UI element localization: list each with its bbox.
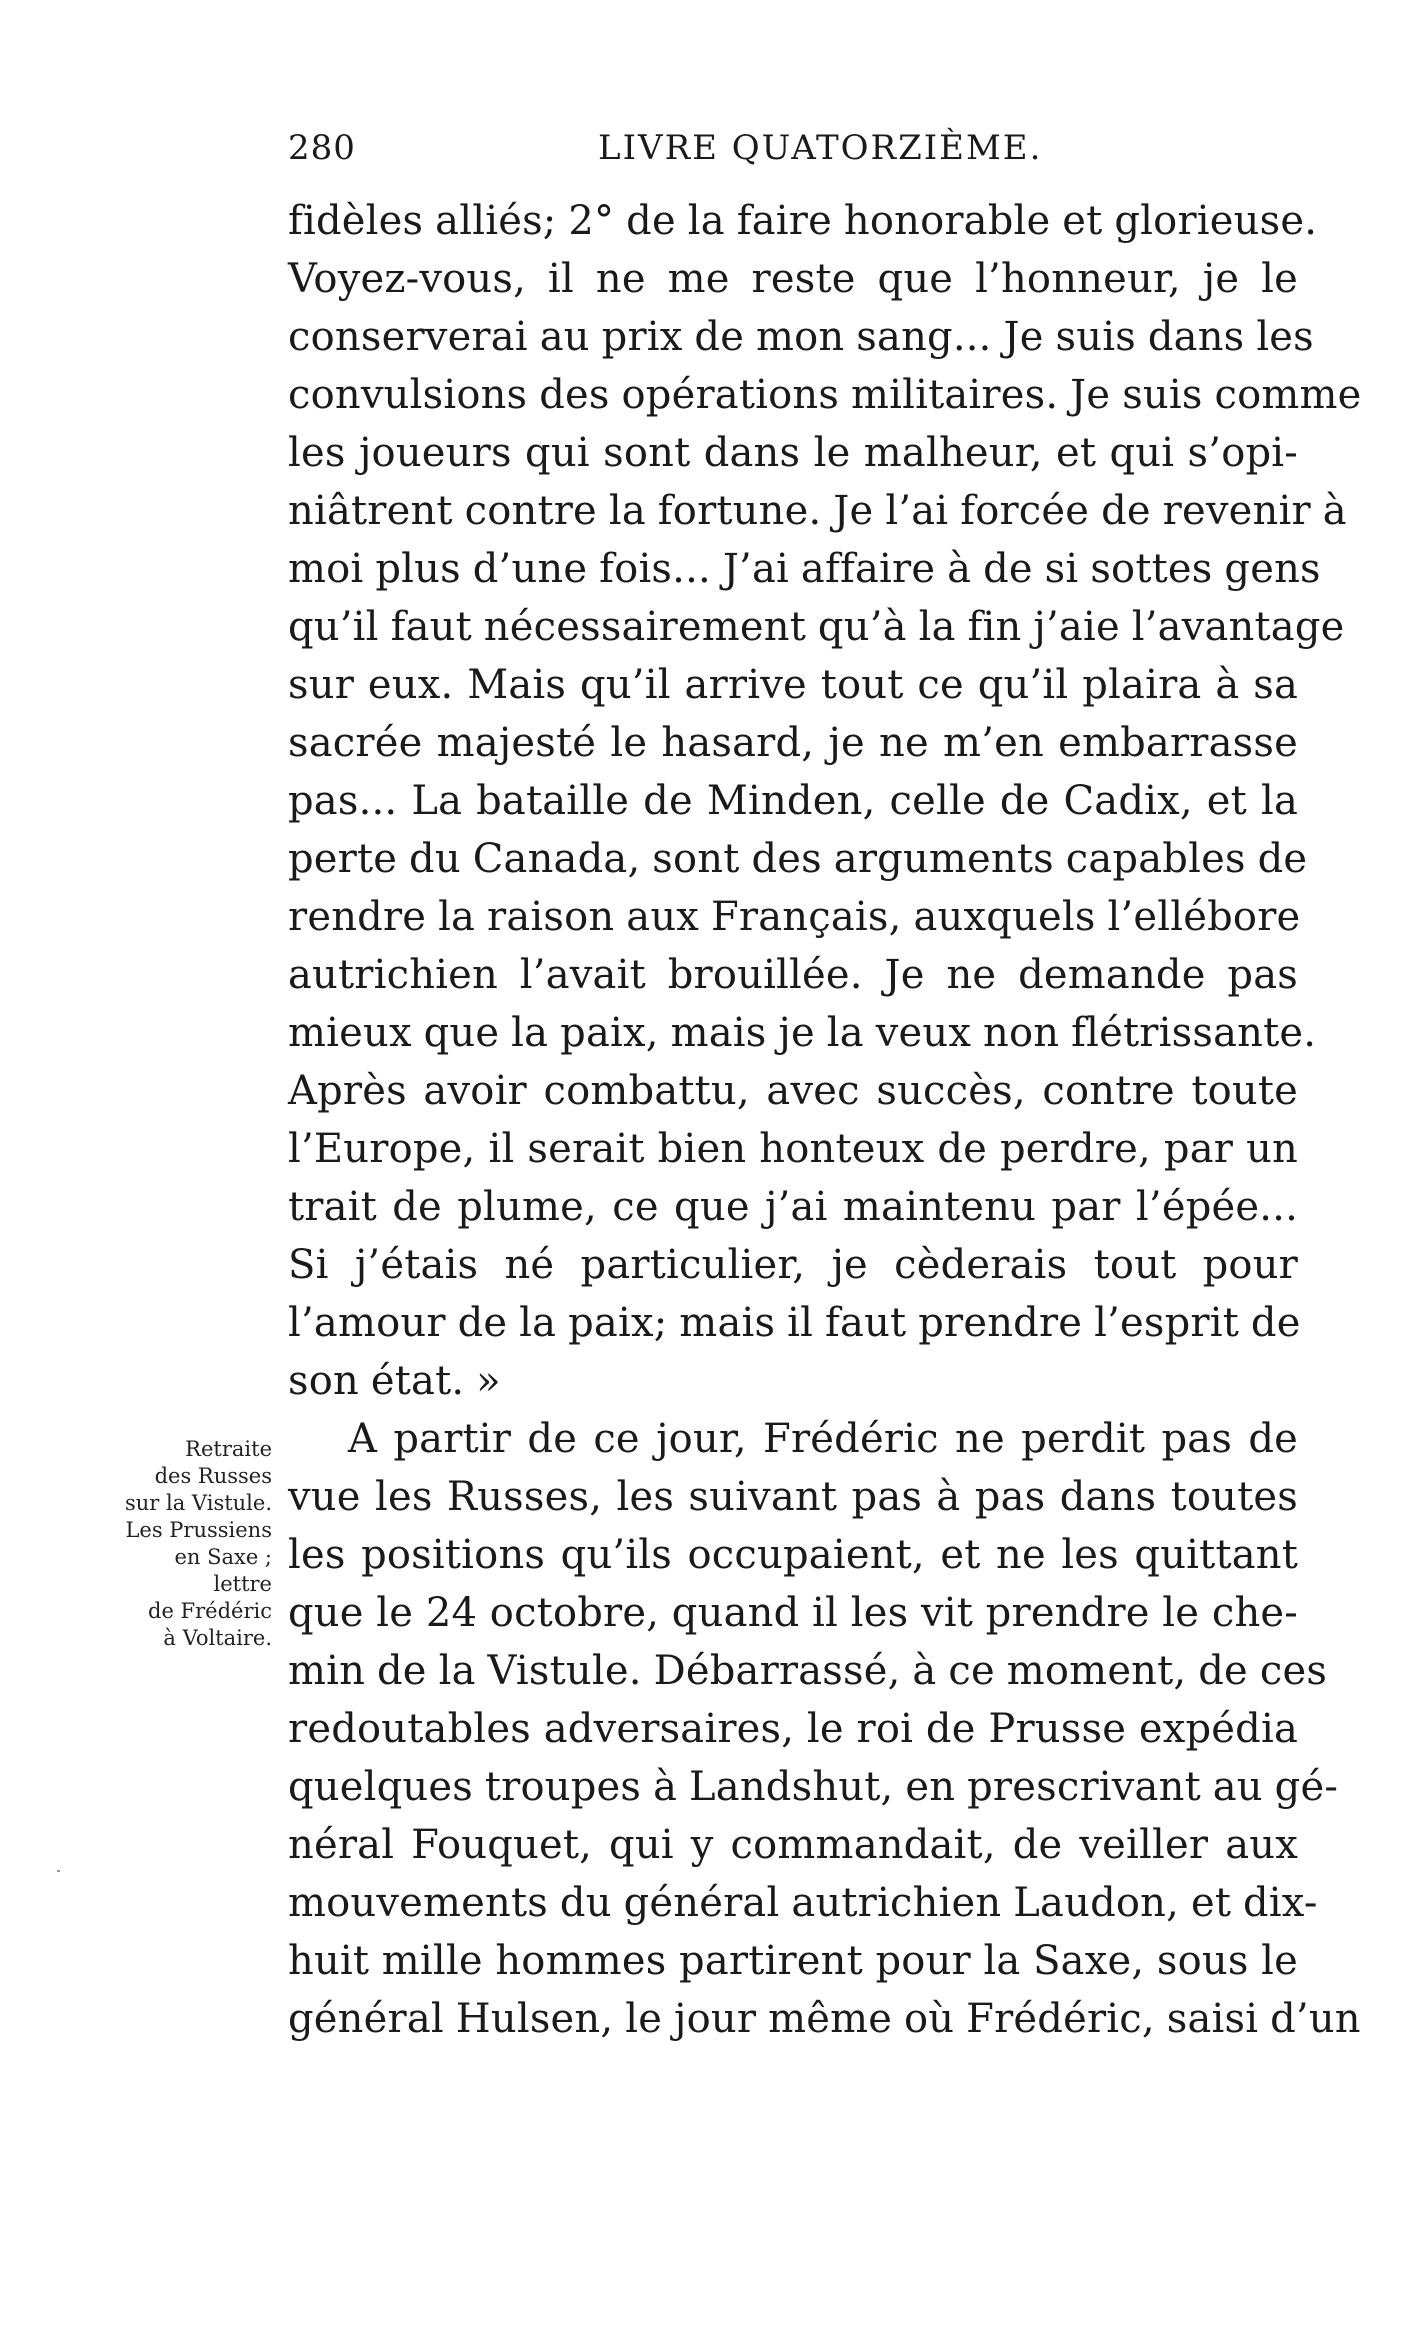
text-line: sacrée majesté le hasard, je ne m’en embarrasse [288,720,1298,766]
text-line: perte du Canada, sont des arguments capables de [288,836,1308,882]
margin-note [100,1436,272,1652]
margin-note-line: sur la Vistule. [125,1491,272,1515]
text-line: quelques troupes à Landshut, en prescrivant au gé- [288,1764,1339,1810]
text-line: A partir de ce jour, Frédéric ne perdit pas de [348,1416,1298,1462]
text-line: mieux que la paix, mais je la veux non flétrissante. [288,1010,1317,1056]
margin-note-line: des Russes [154,1464,272,1488]
page-number: 280 [288,128,356,168]
text-line: conserverai au prix de mon sang... Je suis dans les [288,314,1314,360]
body-text [288,192,1362,2048]
text-line: pas... La bataille de Minden, celle de Cadix, et la [288,778,1298,824]
running-head [288,128,1308,178]
margin-note-line: Les Prussiens [125,1518,272,1542]
text-line: Si j’étais né particulier, je cèderais tout pour [288,1242,1298,1288]
running-title: LIVRE QUATORZIÈME. [598,128,1043,168]
text-line: redoutables adversaires, le roi de Prusse expédia [288,1706,1298,1752]
text-line: huit mille hommes partirent pour la Saxe, sous le [288,1938,1298,1984]
margin-note-line: à Voltaire. [163,1626,272,1650]
text-line: trait de plume, ce que j’ai maintenu par l’épée... [288,1184,1298,1230]
margin-note-line: lettre [213,1572,272,1596]
text-line: rendre la raison aux Français, auxquels l’ellébore [288,894,1301,940]
margin-note-line: Retraite [185,1437,272,1461]
margin-note-line: de Frédéric [148,1599,272,1623]
text-line: min de la Vistule. Débarrassé, à ce moment, de ces [288,1648,1328,1694]
text-line: l’amour de la paix; mais il faut prendre l’esprit de [288,1300,1301,1346]
text-line: sur eux. Mais qu’il arrive tout ce qu’il plaira à sa [288,662,1298,708]
page-speck [57,1870,60,1872]
text-line: vue les Russes, les suivant pas à pas dans toutes [288,1474,1298,1520]
text-line: niâtrent contre la fortune. Je l’ai forcée de revenir à [288,488,1347,534]
text-line: que le 24 octobre, quand il les vit prendre le che- [288,1590,1298,1636]
text-line: convulsions des opérations militaires. Je suis comme [288,372,1362,418]
text-line: mouvements du général autrichien Laudon, et dix- [288,1880,1318,1926]
text-line: fidèles alliés; 2° de la faire honorable et glorieuse. [288,198,1318,244]
text-line: les joueurs qui sont dans le malheur, et qui s’opi- [288,430,1298,476]
text-line: néral Fouquet, qui y commandait, de veiller aux [288,1822,1298,1868]
text-line: Après avoir combattu, avec succès, contre toute [288,1068,1298,1114]
text-line: l’Europe, il serait bien honteux de perdre, par un [288,1126,1298,1172]
text-line: autrichien l’avait brouillée. Je ne demande pas [288,952,1298,998]
text-line: moi plus d’une fois... J’ai affaire à de si sottes gens [288,546,1321,592]
text-line: les positions qu’ils occupaient, et ne les quittant [288,1532,1298,1578]
text-line: général Hulsen, le jour même où Frédéric, saisi d’un [288,1996,1361,2042]
margin-note-line: en Saxe ; [174,1545,272,1569]
text-line: qu’il faut nécessairement qu’à la fin j’aie l’avantage [288,604,1345,650]
text-line: son état. » [288,1358,501,1404]
text-line: Voyez-vous, il ne me reste que l’honneur, je le [288,256,1298,302]
